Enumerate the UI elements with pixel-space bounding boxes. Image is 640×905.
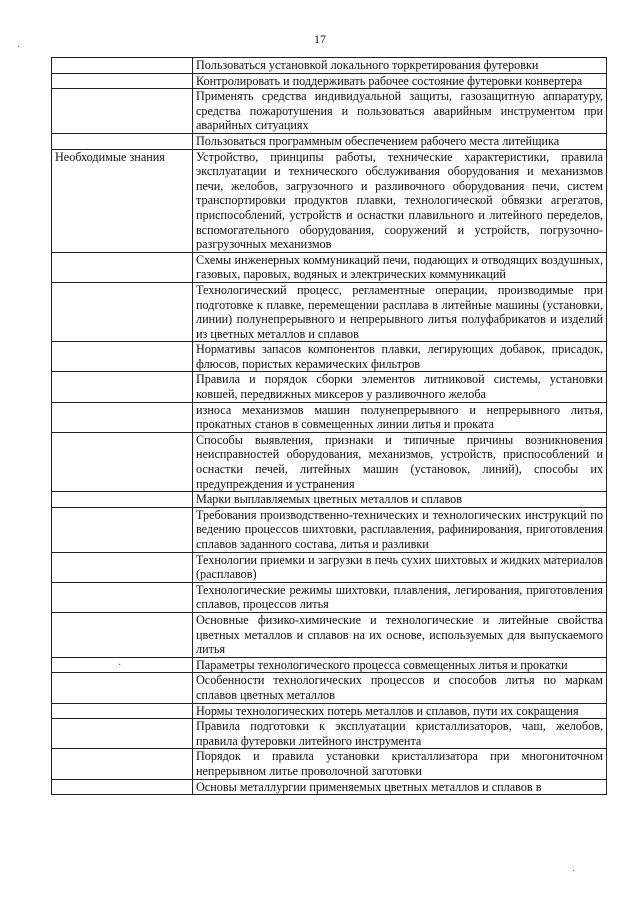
row-category-cell [52,552,193,582]
table-row [52,657,607,673]
table-row [52,342,607,372]
row-category-cell [52,507,193,552]
row-item-cell: Устройство, принципы работы, технические характеристики, правила эксплуатации и технического обслуживания оборудования и механизмов печи, желобов, загрузочного и разливочного оборудования печи, систем транспортировки продуктов плавки, технологической обвязки агрегатов, приспособлений, устройств и оснастки плавильного и литейного переделов, вспомогательного оборудования, сооружений и устройств, погрузочно-разгрузочных механизмов [193,149,607,252]
row-item-cell: Параметры технологического процесса совмещенных литья и прокатки [193,657,607,673]
row-category-cell [52,779,193,794]
row-category-cell [52,282,193,341]
table-row [52,432,607,491]
row-item-cell: Пользоваться программным обеспечением рабочего места литейщика [193,133,607,149]
row-category-cell [52,89,193,134]
scan-mark: · [118,660,122,671]
row-item-cell: Технологии приемки и загрузки в печь сухих шихтовых и жидких материалов (расплавов) [193,552,607,582]
table-row [52,89,607,134]
row-category-cell [52,492,193,508]
row-item-cell: Технологический процесс, регламентные операции, производимые при подготовке к плавке, перемещении расплава в литейные машины (установки, линии) полунепрерывного и непрерывного литья полуфабрикатов и изделий из цветных металлов и сплавов [193,282,607,341]
row-category-cell [52,402,193,432]
table-row [52,719,607,749]
row-item-cell: Требования производственно-технических и технологических инструкций по ведению процессов шихтовки, расплавления, рафинирования, приготовления сплавов заданного состава, литья и разливки [193,507,607,552]
table-row [52,582,607,612]
row-item-cell: Основные физико-химические и технологические и литейные свойства цветных металлов и сплавов на их основе, используемых для выпускаемого литья [193,612,607,657]
page-number: 17 [314,32,326,46]
table-row [52,282,607,341]
row-item-cell: износа механизмов машин полунепрерывного и непрерывного литья, прокатных станов в совмещенных линии литья и проката [193,402,607,432]
row-item-cell: Технологические режимы шихтовки, плавления, легирования, приготовления сплавов, процессов литья [193,582,607,612]
row-category-cell [52,133,193,149]
table-body [52,58,607,795]
table-row [52,58,607,74]
row-item-cell: Правила и порядок сборки элементов литниковой системы, установки ковшей, передвижных миксеров у разливочного желоба [193,372,607,402]
row-category-cell [52,749,193,779]
row-item-cell: Контролировать и поддерживать рабочее состояние футеровки конвертера [193,73,607,89]
row-item-cell: Порядок и правила установки кристаллизатора при многониточном непрерывном литье проволочной заготовки [193,749,607,779]
row-item-cell: Правила подготовки к эксплуатации кристаллизаторов, чаш, желобов, правила футеровки литейного инструмента [193,719,607,749]
table-row [52,73,607,89]
row-category-cell [52,612,193,657]
row-category-cell [52,73,193,89]
row-category-cell [52,657,193,673]
table-row [52,703,607,719]
table-row [52,402,607,432]
row-item-cell: Способы выявления, признаки и типичные причины возникновения неисправностей оборудования, механизмов, устройств, приспособлений и оснастки печей, литейных машин (установок, линий), способы их предупреждения и устранения [193,432,607,491]
row-item-cell [193,779,607,794]
row-category-cell [52,582,193,612]
row-category-cell [52,673,193,703]
row-item-cell: Применять средства индивидуальной защиты, газозащитную аппаратуру, средства пожаротушения и пользоваться аварийным инструментом при аварийных ситуациях [193,89,607,134]
table-row [52,779,607,794]
row-category-cell [52,372,193,402]
row-category-cell [52,58,193,74]
row-category-cell [52,703,193,719]
row-item-cell: Особенности технологических процессов и способов литья по маркам сплавов цветных металлов [193,673,607,703]
table-row [52,149,607,252]
row-category-cell [52,432,193,491]
row-category-cell [52,719,193,749]
row-item-text: Основы металлургии применяемых цветных металлов и сплавов в [196,779,542,794]
table-row [52,507,607,552]
row-category-cell: Необходимые знания [52,149,193,252]
table-row [52,252,607,282]
table-row [52,673,607,703]
table-row [52,372,607,402]
table-row [52,612,607,657]
table-row [52,552,607,582]
competency-table [51,57,607,795]
scan-mark: · [572,866,576,877]
table-row [52,133,607,149]
row-item-cell: Нормы технологических потерь металлов и сплавов, пути их сокращения [193,703,607,719]
scan-mark: · [17,42,21,53]
table-row [52,749,607,779]
row-item-cell: Нормативы запасов компонентов плавки, легирующих добавок, присадок, флюсов, пористых керамических фильтров [193,342,607,372]
row-category-cell [52,252,193,282]
row-item-cell: Пользоваться установкой локального торкретирования футеровки [193,58,607,74]
row-item-cell: Схемы инженерных коммуникаций печи, подающих и отводящих воздушных, газовых, паровых, водяных и электрических коммуникаций [193,252,607,282]
table-row [52,492,607,508]
row-category-cell [52,342,193,372]
row-item-cell: Марки выплавляемых цветных металлов и сплавов [193,492,607,508]
